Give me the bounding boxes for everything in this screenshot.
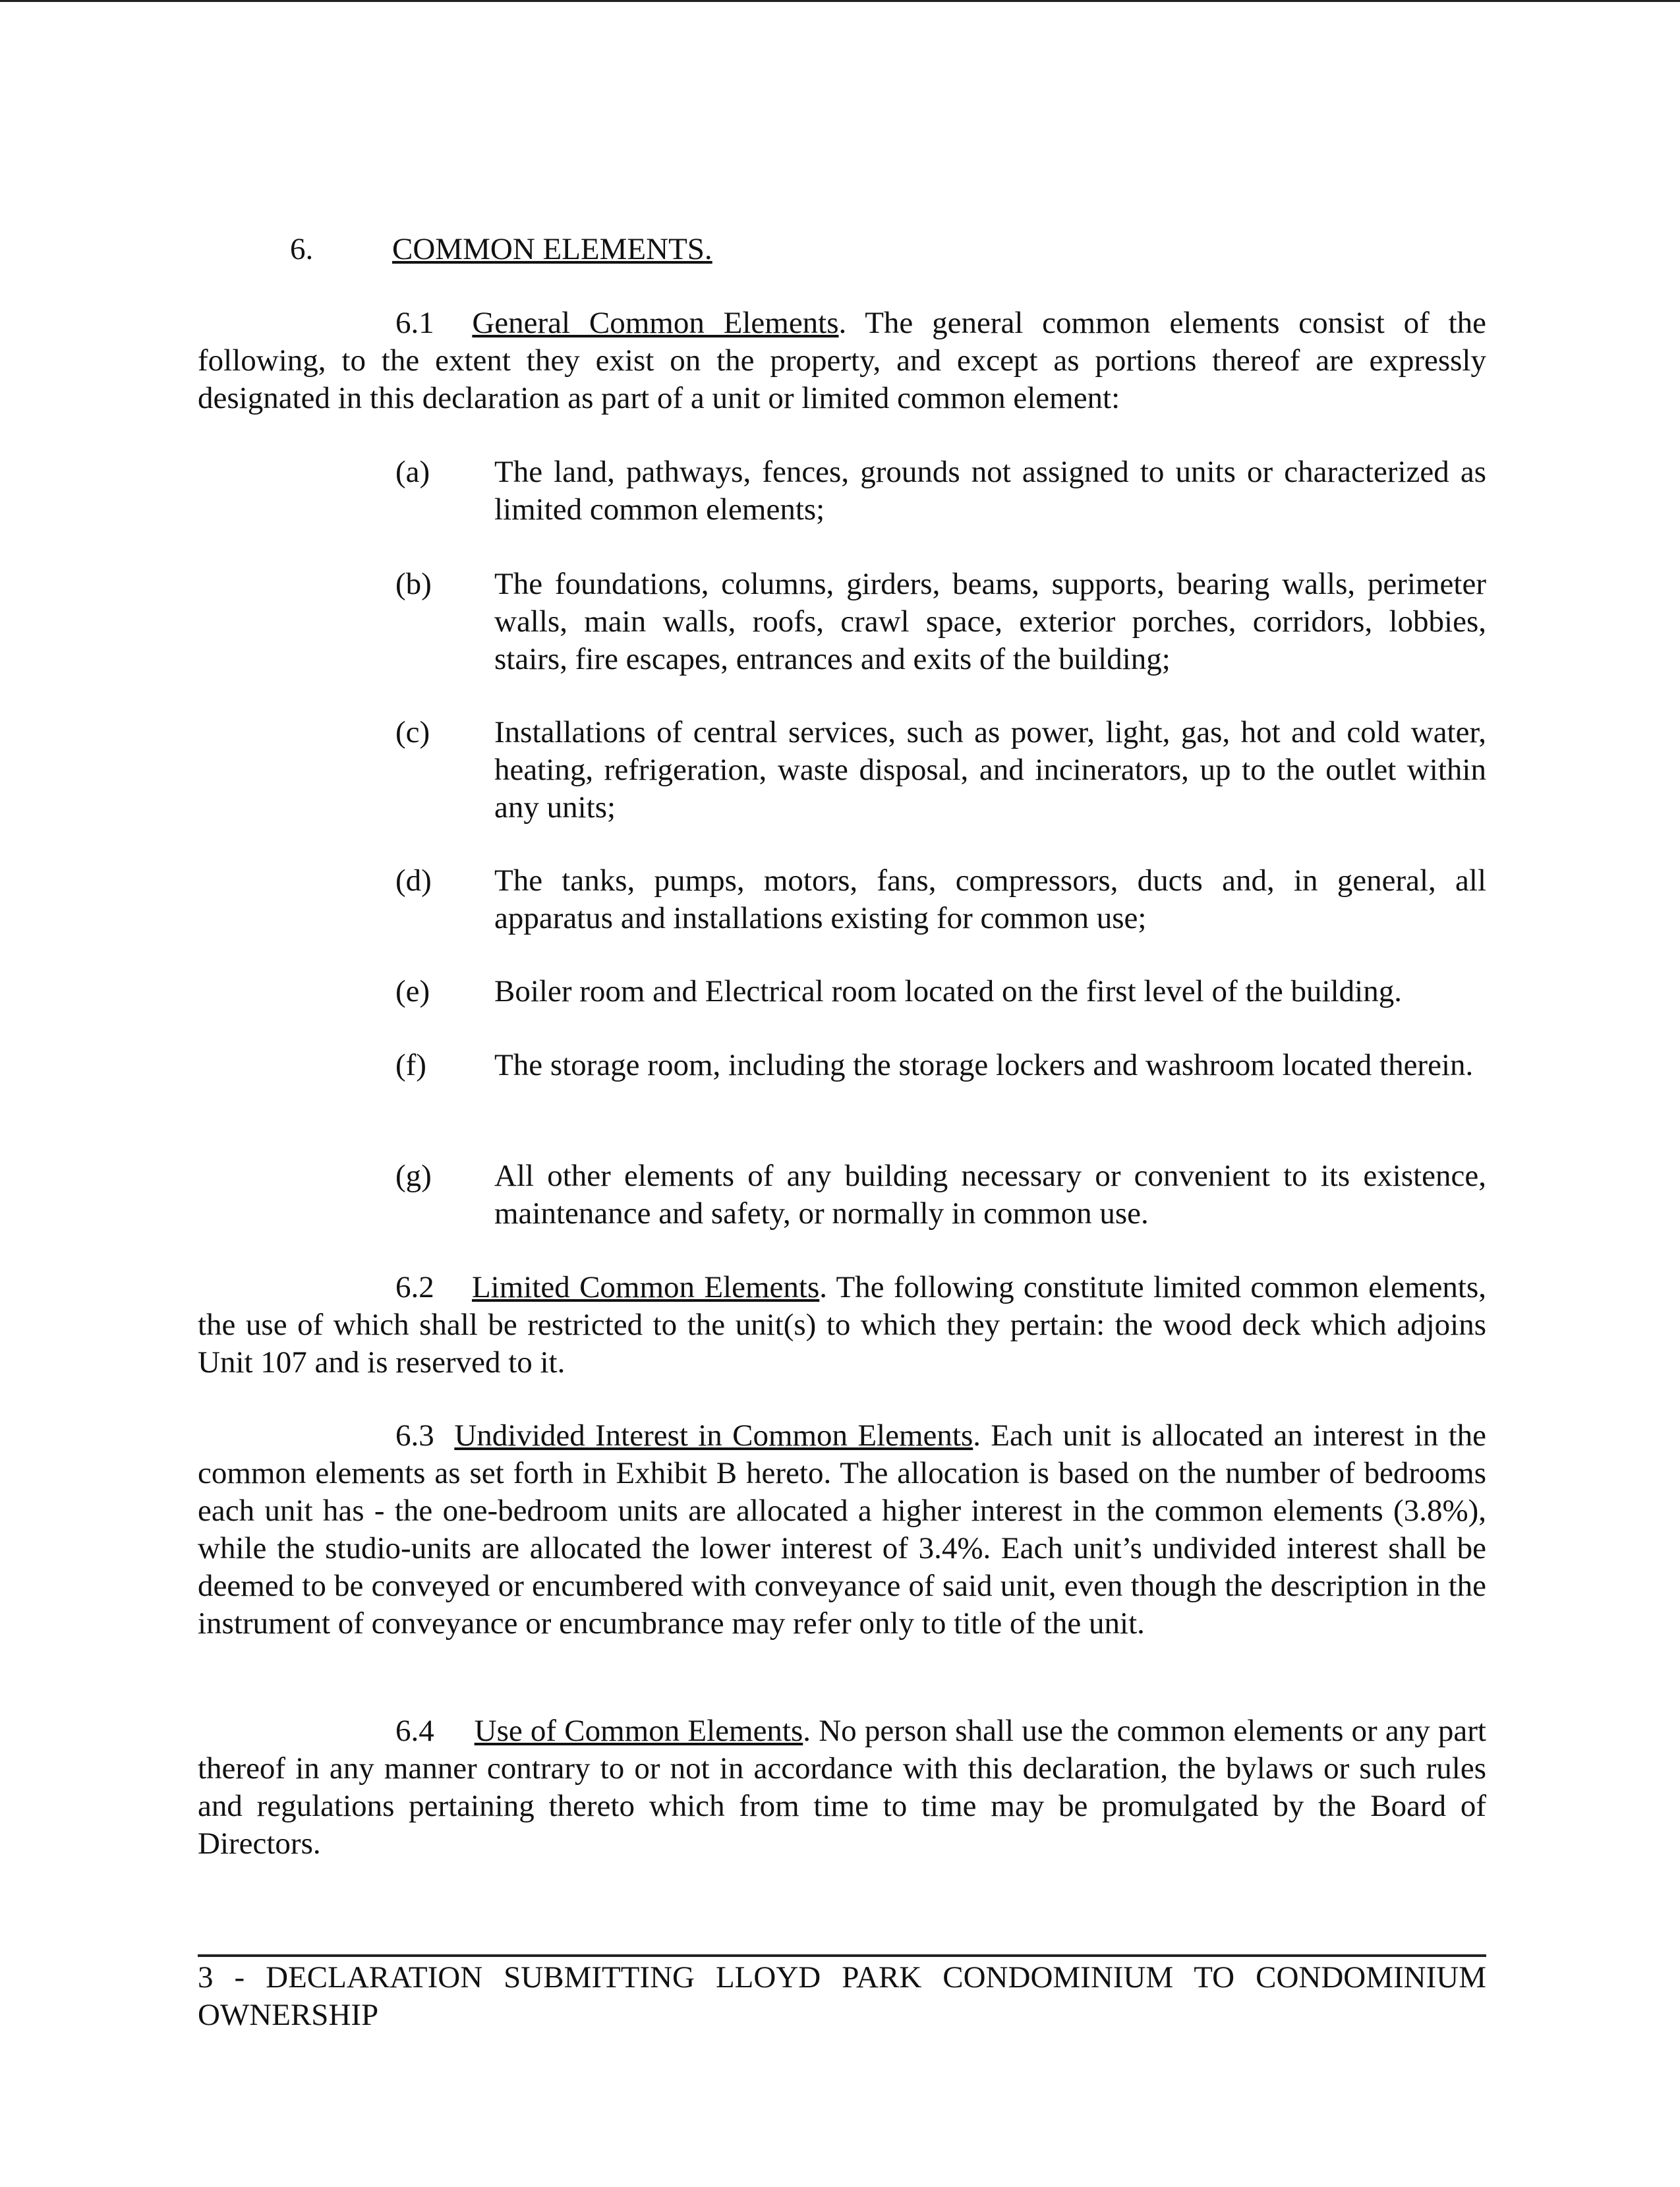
paragraph-number: 6.1 bbox=[395, 306, 434, 340]
footer-rule bbox=[198, 1954, 1486, 1957]
paragraph-6-1 bbox=[198, 305, 1486, 417]
list-item bbox=[395, 862, 1486, 937]
paragraph-heading: General Common Elements bbox=[472, 306, 839, 340]
list-marker: (b) bbox=[395, 567, 432, 601]
list-marker: (c) bbox=[395, 715, 430, 749]
paragraph-number: 6.2 bbox=[395, 1270, 434, 1304]
section-title: COMMON ELEMENTS. bbox=[392, 232, 712, 266]
page-footer: 3 - DECLARATION SUBMITTING LLOYD PARK CONDOMINIUM TO CONDOMINIUM OWNERSHIP bbox=[198, 1960, 1486, 2032]
paragraph-text: . No person shall use the common elements or any part thereof in any manner contrary to or not in accordance with this declaration, the bylaws or such rules and regulations pertaining thereto which from time to time may be promulgated by the Board of Directors. bbox=[198, 1714, 1486, 1861]
list-item bbox=[395, 714, 1486, 827]
list-marker: (d) bbox=[395, 863, 432, 898]
list-text: Boiler room and Electrical room located on the first level of the building. bbox=[494, 974, 1402, 1008]
list-marker: (a) bbox=[395, 455, 430, 489]
list-item bbox=[395, 1047, 1486, 1084]
list-item bbox=[395, 453, 1486, 529]
paragraph-6-2 bbox=[198, 1269, 1486, 1382]
list-marker: (e) bbox=[395, 974, 430, 1008]
list-marker: (f) bbox=[395, 1048, 426, 1082]
list-text: Installations of central services, such as power, light, gas, hot and cold water, heating, refrigeration, waste disposal, and incinerators, up to the outlet within any units; bbox=[494, 715, 1486, 825]
section-heading bbox=[290, 231, 712, 268]
list-item bbox=[395, 973, 1486, 1010]
paragraph-heading: Use of Common Elements bbox=[474, 1714, 803, 1748]
list-item bbox=[395, 566, 1486, 678]
paragraph-6-4 bbox=[198, 1712, 1486, 1863]
list-text: All other elements of any building necessary or convenient to its existence, maintenance and safety, or normally in common use. bbox=[494, 1159, 1486, 1231]
paragraph-text: . Each unit is allocated an interest in the common elements as set forth in Exhibit B hereto. The allocation is based on the number of bedrooms each unit has - the one-bedroom units are allocated a higher interest in the common elements (3.8%), while the studio-units are allocated the lower interest of 3.4%. Each unit’s undivided interest shall be deemed to be conveyed or encumbered with conveyance of said unit, even though the description in the instrument of conveyance or encumbrance may refer only to title of the unit. bbox=[198, 1418, 1486, 1641]
list-text: The foundations, columns, girders, beams, supports, bearing walls, perimeter walls, main walls, roofs, crawl space, exterior porches, corridors, lobbies, stairs, fire escapes, entrances and exits of the building; bbox=[494, 567, 1486, 676]
paragraph-heading: Undivided Interest in Common Elements bbox=[454, 1418, 973, 1453]
paragraph-6-3 bbox=[198, 1417, 1486, 1643]
paragraph-heading: Limited Common Elements bbox=[471, 1270, 820, 1304]
paragraph-number: 6.3 bbox=[395, 1418, 434, 1453]
page-top-edge-rule bbox=[0, 0, 1680, 2]
list-item bbox=[395, 1157, 1486, 1233]
paragraph-text: . The general common elements consist of the following, to the extent they exist on the property, and except as portions thereof are expressly designated in this declaration as part of a unit or limited common element: bbox=[198, 306, 1486, 415]
list-marker: (g) bbox=[395, 1159, 432, 1193]
paragraph-number: 6.4 bbox=[395, 1714, 434, 1748]
section-number: 6. bbox=[290, 232, 314, 266]
list-text: The tanks, pumps, motors, fans, compressors, ducts and, in general, all apparatus and installations existing for common use; bbox=[494, 863, 1486, 935]
list-text: The land, pathways, fences, grounds not assigned to units or characterized as limited common elements; bbox=[494, 455, 1486, 527]
list-text: The storage room, including the storage lockers and washroom located therein. bbox=[494, 1048, 1474, 1082]
paragraph-text: . The following constitute limited common elements, the use of which shall be restricted to the unit(s) to which they pertain: the wood deck which adjoins Unit 107 and is reserved to it. bbox=[198, 1270, 1486, 1380]
